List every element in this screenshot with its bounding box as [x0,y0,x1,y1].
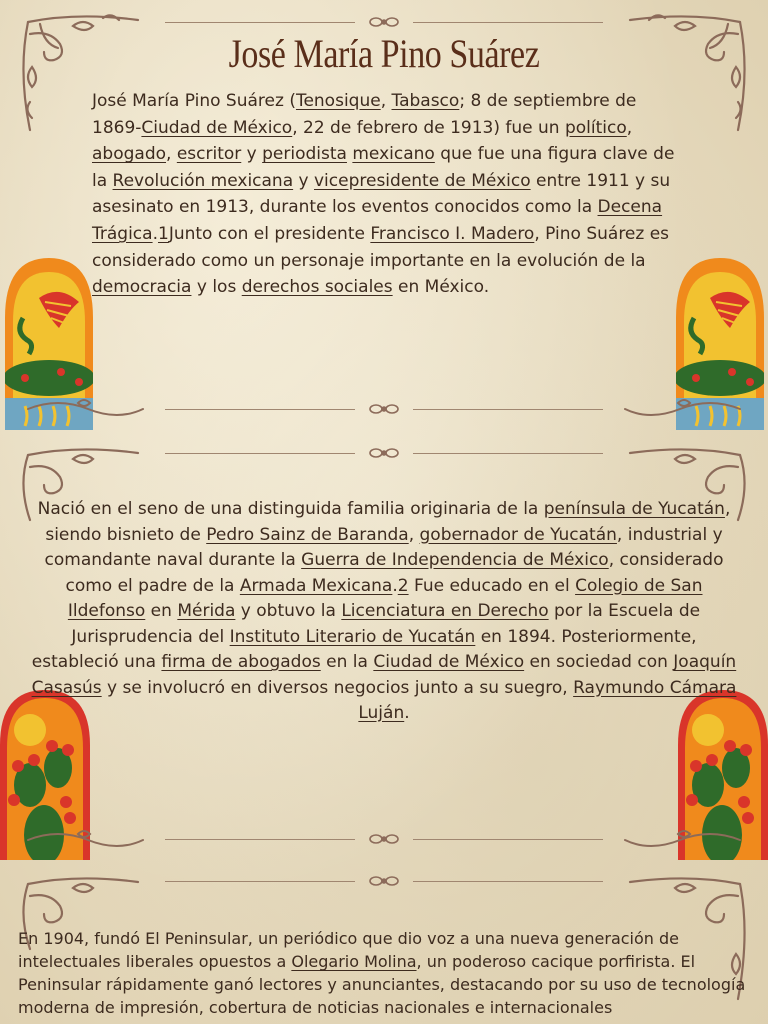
text-run: en [145,601,178,621]
link-firma-abogados[interactable]: firma de abogados [161,652,321,672]
knot-ornament-icon [364,875,404,887]
text-run: y se involucró en diversos negocios junto a su suegro, [101,677,574,698]
text-run: en la [320,652,374,672]
link-olegario-molina[interactable]: Olegario Molina [291,952,417,971]
link-democracia[interactable]: democracia [92,277,192,298]
divider-section-2-bottom [165,833,603,845]
divider-section-1-bottom [165,403,603,415]
text-run: y obtuvo la [235,601,342,621]
link-colegio-san-ildefonso[interactable]: Colegio de San Ildefonso [67,575,703,621]
link-reference-1[interactable]: 1 [157,223,169,244]
knot-ornament-icon [364,447,404,459]
divider-top [165,16,603,28]
divider-section-3-top [165,875,603,887]
link-tabasco[interactable]: Tabasco [391,91,460,111]
text-run: En 1904, fundó El Peninsular, un periódico que dio voz a una nueva generación de intelectuales liberales opuestos a [18,929,680,971]
link-periodista[interactable]: periodista [262,144,347,165]
text-run: , 22 de febrero de 1913) fue un [292,117,565,138]
link-licenciatura-derecho[interactable]: Licenciatura en Derecho [341,601,549,621]
flourish-bottom-right-2 [620,826,750,856]
flourish-bottom-left-2 [18,826,148,856]
link-pedro-sainz-de-baranda[interactable]: Pedro Sainz de Baranda [206,524,409,545]
divider-section-2-top [165,447,603,459]
text-run: ; 8 de septiembre de 1869- [92,91,637,138]
link-escritor[interactable]: escritor [176,144,242,165]
knot-ornament-icon [364,833,404,845]
paragraph-family-education [28,497,740,727]
link-gobernador-yucatan[interactable]: gobernador de Yucatán [419,524,617,545]
text-run: , [408,524,420,545]
flourish-bottom-left-1 [18,395,148,425]
text-run: Fue educado en el [408,575,576,596]
link-raymundo-camara-lujan[interactable]: Raymundo Cámara Luján [358,677,737,723]
text-run: , un poderoso cacique porfirista. El Peninsular rápidamente ganó lectores y anunciantes, destacando por su uso de tecnología moderna de impresión, cobertura de noticias nacionales e internacionales [18,952,746,1017]
text-run: por la Escuela de Jurisprudencia del [71,601,701,647]
flourish-bottom-right-1 [620,395,750,425]
link-ciudad-de-mexico[interactable]: Ciudad de México [141,117,293,138]
text-run: en sociedad con [524,652,674,672]
knot-ornament-icon [364,16,404,28]
text-run: , [166,144,177,165]
link-instituto-literario[interactable]: Instituto Literario de Yucatán [229,626,476,647]
link-armada-mexicana[interactable]: Armada Mexicana [239,575,393,596]
text-run: , siendo bisnieto de [45,499,731,545]
text-run: Junto con el presidente [168,223,371,244]
link-reference-2[interactable]: 2 [397,575,409,596]
link-derechos-sociales[interactable]: derechos sociales [241,277,393,298]
link-tenosique[interactable]: Tenosique [295,91,381,111]
text-run: Nació en el seno de una distinguida familia originaria de la [37,499,544,519]
text-run: y [293,170,314,191]
text-run: en México. [392,277,490,298]
text-run: en 1894. Posteriormente, estableció una [31,626,697,672]
link-ciudad-de-mexico-2[interactable]: Ciudad de México [373,652,525,672]
text-run: . [404,703,410,723]
link-guerra-independencia[interactable]: Guerra de Independencia de México [301,550,609,570]
link-decena-tragica[interactable]: Decena Trágica [92,197,663,244]
link-merida[interactable]: Mérida [177,601,236,621]
text-run: , Pino Suárez es considerado como un personaje importante en la evolución de la [92,223,670,271]
link-peninsula-yucatan[interactable]: península de Yucatán [543,499,725,519]
link-abogado[interactable]: abogado [92,144,167,165]
link-francisco-madero[interactable]: Francisco I. Madero [370,223,535,244]
text-run: , considerado como el padre de la [65,550,724,596]
paragraph-biography-intro [92,88,682,301]
text-run: . [392,575,398,596]
link-vicepresidente[interactable]: vicepresidente de México [314,170,531,191]
text-run: , industrial y comandante naval durante la [44,524,723,570]
link-revolucion-mexicana[interactable]: Revolución mexicana [112,170,294,191]
text-run: . [152,223,158,244]
text-run: y los [191,277,242,298]
paragraph-el-peninsular [18,927,758,1019]
text-run: que fue una figura clave de la [92,144,675,191]
link-mexicano[interactable]: mexicano [352,144,435,165]
text-run: y [241,144,263,165]
page-title: José María Pino Suárez [228,31,540,76]
text-run: , [626,117,633,138]
link-joaquin-casasus[interactable]: Joaquín Casasús [31,652,737,698]
link-politico[interactable]: político [564,117,627,138]
knot-ornament-icon [364,403,404,415]
text-run: entre 1911 y su asesinato en 1913, durante los eventos conocidos como la [92,170,671,218]
text-run: , [380,91,392,111]
text-run: José María Pino Suárez ( [92,91,296,111]
